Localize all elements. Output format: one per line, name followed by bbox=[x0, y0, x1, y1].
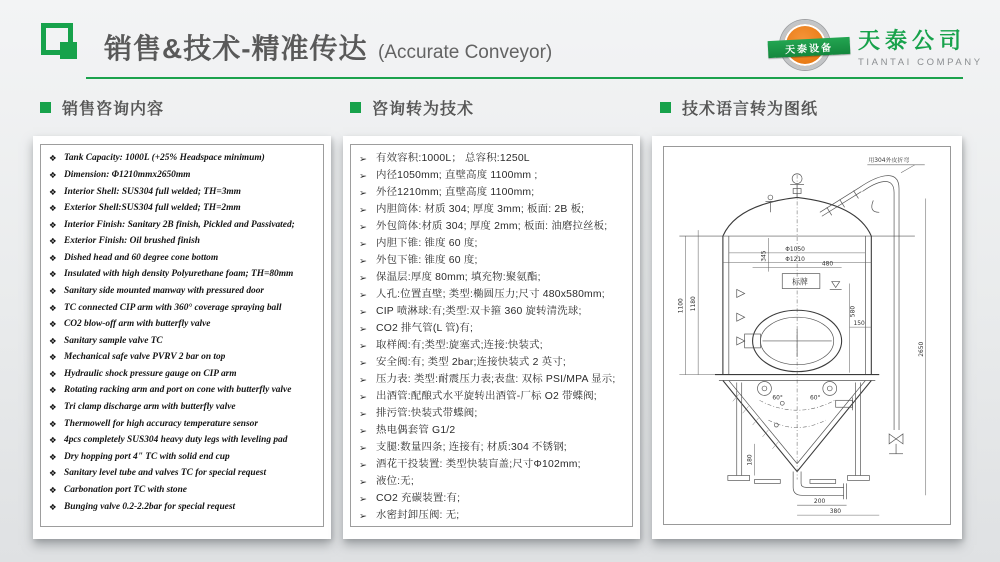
green-square-icon bbox=[40, 102, 51, 113]
list-item: ➢ 人孔:位置直壁; 类型:椭圆压力;尺寸 480x580mm; bbox=[359, 288, 605, 301]
company-logo bbox=[780, 18, 983, 76]
diamond-bullet-icon: ❖ bbox=[49, 204, 57, 215]
list-item: ➢ 取样阀:有;类型:旋塞式;连接:快装式; bbox=[359, 339, 543, 352]
diamond-bullet-icon: ❖ bbox=[49, 237, 57, 248]
level-mark-icon bbox=[830, 282, 842, 290]
arrow-bullet-icon: ➢ bbox=[359, 357, 367, 369]
arrow-bullet-icon: ➢ bbox=[359, 459, 367, 471]
list-item: ❖ Carbonation port TC with stone bbox=[49, 484, 187, 496]
diamond-bullet-icon: ❖ bbox=[49, 502, 57, 513]
arrow-bullet-icon: ➢ bbox=[359, 442, 367, 454]
dim-leg: 180 bbox=[746, 454, 754, 466]
arrow-bullet-icon: ➢ bbox=[359, 340, 367, 352]
dim-manway-width: 480 bbox=[821, 260, 834, 268]
annotation-text: 用304外皮折弯 bbox=[868, 156, 910, 164]
diamond-bullet-icon: ❖ bbox=[49, 386, 57, 397]
diamond-bullet-icon: ❖ bbox=[49, 303, 57, 314]
drawing-annotation bbox=[867, 156, 924, 173]
list-item: ➢ CO2 排气管(L 管)有; bbox=[359, 322, 474, 335]
dim-outlet-span: 380 bbox=[829, 508, 842, 516]
list-item: ➢ 内胆下锥: 锥度 60 度; bbox=[359, 238, 478, 251]
list-item: ❖ Bunging valve 0.2-2.2bar for special request bbox=[49, 501, 236, 513]
list-item: ❖ CO2 blow-off arm with butterfly valve bbox=[49, 319, 211, 331]
blow-off-pipe bbox=[859, 176, 903, 454]
weld-symbols bbox=[737, 289, 745, 344]
green-square-icon bbox=[350, 102, 361, 113]
arrow-bullet-icon: ➢ bbox=[359, 222, 367, 234]
list-item: ➢ 排污管:快装式带蝶阀; bbox=[359, 407, 478, 420]
list-item: ❖ Dry hopping port 4" TC with solid end cup bbox=[49, 451, 230, 463]
dim-manway-height: 580 bbox=[849, 305, 857, 318]
list-item: ❖ Sanitary sample valve TC bbox=[49, 335, 163, 347]
arrow-bullet-icon: ➢ bbox=[359, 425, 367, 437]
list-item: ➢ 内径1050mm; 直壁高度 1100mm ; bbox=[359, 170, 538, 183]
dim-total-height: 2650 bbox=[917, 341, 925, 357]
list-item: ❖ Exterior Shell:SUS304 full welded; TH=2mm bbox=[49, 203, 241, 215]
diamond-bullet-icon: ❖ bbox=[49, 403, 57, 414]
fermenter-drawing bbox=[663, 146, 951, 525]
list-item: ➢ CO2 充碳装置:有; bbox=[359, 492, 461, 505]
arrow-bullet-icon: ➢ bbox=[359, 272, 367, 284]
diamond-bullet-icon: ❖ bbox=[49, 436, 57, 447]
list-item: ➢ 外包筒体:材质 304; 厚度 2mm; 板面: 油磨拉丝板; bbox=[359, 221, 608, 234]
list-item: ❖ Tank Capacity: 1000L (+25% Headspace minimum) bbox=[49, 153, 265, 165]
page-title-en: (Accurate Conveyor) bbox=[378, 42, 553, 63]
list-item: ❖ Rotating racking arm and port on cone with butterfly valve bbox=[49, 385, 292, 397]
diamond-bullet-icon: ❖ bbox=[49, 170, 57, 181]
list-item: ➢ 保温层:厚度 80mm; 填充物:聚氨酯; bbox=[359, 271, 541, 284]
list-item: ❖ 4pcs completely SUS304 heavy duty legs with leveling pad bbox=[49, 435, 288, 447]
list-item: ❖ Tri clamp discharge arm with butterfly valve bbox=[49, 402, 236, 414]
diamond-bullet-icon: ❖ bbox=[49, 220, 57, 231]
engineering-drawing-card bbox=[652, 136, 962, 539]
arrow-bullet-icon: ➢ bbox=[359, 154, 367, 166]
arrow-bullet-icon: ➢ bbox=[359, 493, 367, 505]
arrow-bullet-icon: ➢ bbox=[359, 323, 367, 335]
diamond-bullet-icon: ❖ bbox=[49, 353, 57, 364]
dim-wall-height: 1100 bbox=[677, 298, 685, 314]
list-item: ❖ Interior Shell: SUS304 full welded; TH=3mm bbox=[49, 186, 241, 198]
list-item: ❖ Dished head and 60 degree cone bottom bbox=[49, 252, 219, 264]
technical-spec-list bbox=[351, 145, 632, 528]
list-item: ❖ TC connected CIP arm with 360° coverage spraying ball bbox=[49, 302, 282, 314]
list-item: ➢ 水密封卸压阀: 无; bbox=[359, 509, 460, 522]
diamond-bullet-icon: ❖ bbox=[49, 187, 57, 198]
header-divider bbox=[86, 77, 963, 79]
list-item: ❖ Dimension: Φ1210mmx2650mm bbox=[49, 169, 191, 181]
page-title-cn: 销售&技术-精准传达 bbox=[104, 33, 368, 64]
diamond-bullet-icon: ❖ bbox=[49, 253, 57, 264]
list-item: ➢ 外包下锥: 锥度 60 度; bbox=[359, 255, 478, 267]
arrow-bullet-icon: ➢ bbox=[359, 239, 367, 251]
list-item: ➢ 出酒管:配酿式水平旋转出酒管-厂标 O2 带蝶阀; bbox=[359, 390, 597, 403]
arrow-bullet-icon: ➢ bbox=[359, 306, 367, 318]
dim-cone-angle-a: 60° bbox=[772, 394, 783, 402]
list-item: ❖ Insulated with high density Polyurethane foam; TH=80mm bbox=[49, 269, 294, 281]
arrow-bullet-icon: ➢ bbox=[359, 205, 367, 217]
dim-inner-dia: Φ1050 bbox=[785, 245, 805, 253]
list-item: ➢ CIP 喷淋球:有;类型:双卡箍 360 旋转清洗球; bbox=[359, 305, 582, 318]
list-item: ❖ Thermowell for high accuracy temperature sensor bbox=[49, 418, 259, 430]
dim-outlet-len: 200 bbox=[813, 498, 826, 506]
list-item: ➢ 内胆筒体: 材质 304; 厚度 3mm; 板面: 2B 板; bbox=[359, 204, 585, 217]
dim-panel-width: 150 bbox=[853, 320, 865, 328]
list-item: ➢ 压力表: 类型:耐震压力表;表盘: 双标 PSI/MPA 显示; bbox=[359, 373, 616, 386]
logo-company-cn: 天泰公司 bbox=[858, 28, 967, 53]
list-item: ➢ 液位:无; bbox=[359, 475, 414, 488]
diamond-bullet-icon: ❖ bbox=[49, 320, 57, 331]
diamond-bullet-icon: ❖ bbox=[49, 452, 57, 463]
nameplate-label: 标牌 bbox=[792, 277, 808, 287]
list-item: ❖ Sanitary side mounted manway with pressured door bbox=[49, 286, 265, 298]
dim-head-height: 345 bbox=[760, 250, 768, 262]
arrow-bullet-icon: ➢ bbox=[359, 408, 367, 420]
arrow-bullet-icon: ➢ bbox=[359, 256, 367, 267]
list-item: ❖ Hydraulic shock pressure gauge on CIP arm bbox=[49, 368, 237, 380]
list-item: ❖ Mechanical safe valve PVRV 2 bar on top bbox=[49, 352, 226, 364]
diamond-bullet-icon: ❖ bbox=[49, 419, 57, 430]
arrow-bullet-icon: ➢ bbox=[359, 391, 367, 403]
dim-cone-angle-b: 60° bbox=[809, 394, 821, 402]
list-item: ➢ 热电偶套管 G1/2 bbox=[359, 424, 456, 437]
technical-spec-card bbox=[343, 136, 640, 539]
arrow-bullet-icon: ➢ bbox=[359, 374, 367, 386]
manway bbox=[745, 310, 842, 371]
list-item: ➢ 外径1210mm; 直壁高度 1100mm; bbox=[359, 187, 535, 200]
list-item: ❖ Exterior Finish: Oil brushed finish bbox=[49, 236, 200, 248]
diamond-bullet-icon: ❖ bbox=[49, 469, 57, 480]
arrow-bullet-icon: ➢ bbox=[359, 171, 367, 183]
leg-mount-bolts bbox=[758, 382, 837, 396]
diamond-bullet-icon: ❖ bbox=[49, 154, 57, 165]
list-item: ➢ 酒花干投装置: 类型快装盲盖;尺寸Φ102mm; bbox=[359, 458, 581, 471]
arrow-bullet-icon: ➢ bbox=[359, 188, 367, 200]
diamond-bullet-icon: ❖ bbox=[49, 270, 57, 281]
diamond-bullet-icon: ❖ bbox=[49, 287, 57, 298]
section-heading-drawing: 技术语言转为图纸 bbox=[660, 96, 818, 119]
sales-spec-card bbox=[33, 136, 331, 539]
discharge-pipe bbox=[755, 472, 847, 500]
diamond-bullet-icon: ❖ bbox=[49, 485, 57, 496]
diamond-bullet-icon: ❖ bbox=[49, 369, 57, 380]
dimension-lines bbox=[677, 198, 925, 515]
dim-jacket-height: 1180 bbox=[690, 296, 698, 312]
list-item: ➢ 安全阀:有; 类型 2bar;连接快装式 2 英寸; bbox=[359, 356, 566, 369]
nameplate bbox=[782, 274, 820, 289]
page-title bbox=[104, 27, 552, 67]
section-heading-sales: 销售咨询内容 bbox=[40, 96, 164, 119]
green-square-icon bbox=[660, 102, 671, 113]
list-item: ➢ 有效容积:1000L； 总容积:1250L bbox=[359, 153, 530, 166]
slide-corner-icon bbox=[41, 23, 73, 55]
logo-company-en: TIANTAI COMPANY bbox=[858, 57, 983, 68]
list-item: ➢ 支腿:数量四条; 连接有; 材质:304 不锈钢; bbox=[359, 441, 567, 454]
list-item: ❖ Sanitary level tube and valves TC for special request bbox=[49, 468, 267, 480]
sales-spec-list bbox=[41, 145, 323, 520]
section-heading-technical: 咨询转为技术 bbox=[350, 96, 474, 119]
arrow-bullet-icon: ➢ bbox=[359, 476, 367, 488]
list-item: ❖ Interior Finish: Sanitary 2B finish, Pickled and Passivated; bbox=[49, 219, 295, 231]
arrow-bullet-icon: ➢ bbox=[359, 289, 367, 301]
arrow-bullet-icon: ➢ bbox=[359, 510, 367, 522]
diamond-bullet-icon: ❖ bbox=[49, 336, 57, 347]
logo-ribbon: 天泰设备 bbox=[768, 37, 851, 58]
dim-outer-dia: Φ1210 bbox=[785, 255, 805, 263]
